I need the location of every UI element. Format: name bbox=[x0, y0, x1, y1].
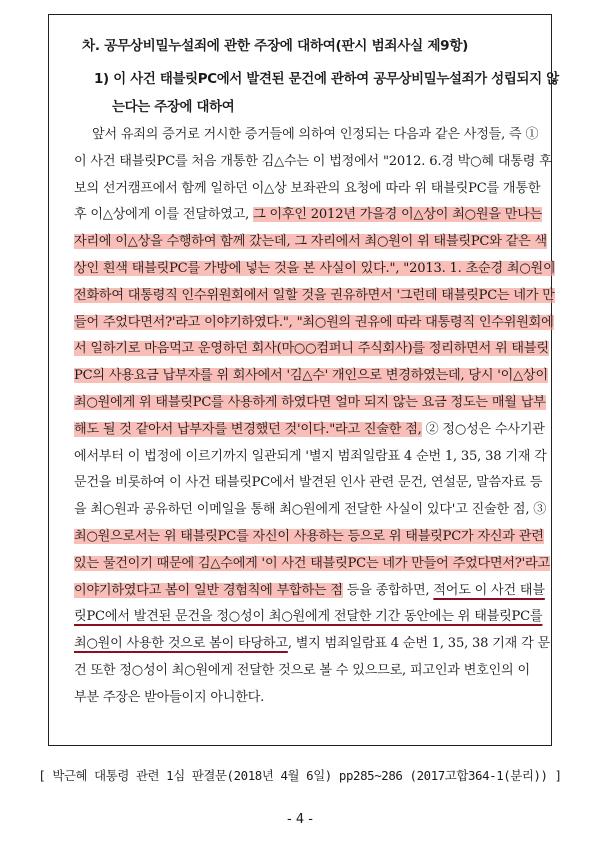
highlighted-text: 있는 물건이기 때문에 김△수에게 '이 사건 태블릿PC는 네가 만들어 주었다면서?'라고 bbox=[74, 555, 550, 571]
body-line bbox=[74, 363, 548, 389]
body-text: 앞서 유죄의 증거로 거시한 증거들에 의하여 인정되는 다음과 같은 사정들, 즉 ① bbox=[92, 127, 539, 142]
body-text: 보의 선거캠프에서 함께 일하던 이△상 보좌관의 요청에 따라 위 태블릿PC를 개통한 bbox=[74, 180, 541, 196]
section-heading: 차. 공무상비밀누설죄에 관한 주장에 대하여(판시 범죄사실 제9항) bbox=[82, 38, 469, 54]
body-line bbox=[74, 417, 545, 443]
body-text: 에서부터 이 법정에 이르기까지 일관되게 '별지 범죄일람표 4 순번 1, 35, 38 기재 각 bbox=[74, 448, 547, 464]
body-line bbox=[74, 390, 546, 416]
source-caption: [ 박근혜 대통령 관련 1심 판결문(2018년 4월 6일) pp285~286 (2017고합364-1(분리)) ] bbox=[38, 768, 562, 783]
body-text: 이 사건 태블릿PC를 처음 개통한 김△수는 이 법정에서 "2012. 6.경 박○혜 대통령 후 bbox=[74, 153, 552, 169]
body-line bbox=[92, 122, 539, 148]
body-line bbox=[74, 524, 544, 550]
highlighted-text: 그 이후인 2012년 가을경 이△상이 최○원을 만나는 bbox=[253, 207, 543, 223]
body-line bbox=[74, 497, 547, 523]
body-line bbox=[74, 685, 528, 711]
underlined-text: 릿PC에서 발견된 문건을 정○성이 최○원에게 전달한 기간 동안에는 위 태블릿PC를 bbox=[74, 609, 543, 625]
body-line bbox=[74, 470, 543, 496]
page-number: - 4 - bbox=[287, 812, 313, 827]
highlighted-text: 해도 될 것 같아서 납부자를 변경했던 것'이다."라고 진술한 점, bbox=[74, 421, 422, 437]
highlighted-text: 최○원으로서는 위 태블릿PC를 자신이 사용하는 등으로 위 태블릿PC가 자신과 관련 bbox=[74, 529, 544, 544]
body-text: 등을 종합하면, bbox=[342, 582, 434, 598]
body-line bbox=[74, 551, 550, 577]
body-line bbox=[74, 202, 543, 228]
body-line bbox=[74, 631, 550, 657]
body-text: 건 또한 정○성이 최○원에게 전달한 것으로 볼 수 있으므로, 피고인과 변호인의 이 bbox=[74, 663, 530, 678]
highlighted-text: 상인 흰색 태블릿PC를 가방에 넣는 것을 본 사실이 있다.", "2013. 1. 초순경 최○원이 bbox=[74, 261, 556, 276]
body-line bbox=[74, 310, 554, 336]
body-line bbox=[74, 336, 549, 362]
body-text: ② 정○성은 수사기관 bbox=[421, 421, 545, 437]
body-line bbox=[74, 444, 547, 470]
body-line bbox=[74, 604, 543, 630]
body-text: 부분 주장은 받아들이지 아니한다. bbox=[74, 689, 265, 705]
body-text: 문건을 비롯하여 이 사건 태블릿PC에서 발견된 인사 관련 문건, 연설문, 말씀자료 등 bbox=[74, 475, 543, 491]
body-text: 후 이△상에게 이를 전달하였고, bbox=[74, 207, 254, 223]
body-text: , 별지 범죄일람표 4 순번 1, 35, 38 기재 각 문 bbox=[287, 636, 550, 652]
underlined-text: 적어도 이 사건 태블 bbox=[433, 582, 545, 598]
subsection-heading-line2: 는다는 주장에 대하여 bbox=[112, 100, 235, 115]
highlighted-text: 들어 주었다면서?'라고 이야기하였다.", "최○원의 권유에 따라 대통령직 인수위원회에 bbox=[74, 314, 554, 330]
body-text: 을 최○원과 공유하던 이메일을 통해 최○원에게 전달한 사실이 있다'고 진술한 점, ③ bbox=[74, 502, 547, 518]
body-line bbox=[74, 658, 528, 684]
subsection-heading-line1: 1) 이 사건 태블릿PC에서 발견된 문건에 관하여 공무상비밀누설죄가 성립되지 않 bbox=[94, 72, 559, 87]
body-line bbox=[74, 229, 547, 255]
highlighted-text: 최○원에게 위 태블릿PC를 사용하게 하였다면 얼마 되지 않는 요금 정도는 매월 납부 bbox=[74, 395, 546, 410]
highlighted-text: 전화하여 대통령직 인수위원회에서 일할 것을 권유하면서 '그런데 태블릿PC는 네가 만 bbox=[74, 287, 555, 303]
body-line bbox=[74, 578, 545, 604]
body-line bbox=[74, 176, 541, 202]
highlighted-text: PC의 사용요금 납부자를 위 회사에서 '김△수' 개인으로 변경하였는데, 당시 '이△상이 bbox=[74, 368, 548, 384]
highlighted-text: 이야기하였다고 봄이 일반 경험칙에 부합하는 점 bbox=[74, 582, 343, 598]
body-line bbox=[74, 283, 555, 309]
body-line bbox=[74, 256, 556, 282]
body-line bbox=[74, 149, 552, 175]
underlined-text: 최○원이 사용한 것으로 봄이 타당하고 bbox=[74, 636, 288, 652]
highlighted-text: 자리에 이△상을 수행하여 함께 갔는데, 그 자리에서 최○원이 위 태블릿PC와 같은 색 bbox=[74, 234, 547, 250]
highlighted-text: 서 일하기로 마음먹고 운영하던 회사(마○○컴퍼니 주식회사)를 정리하면서 위 태블릿 bbox=[74, 341, 549, 357]
